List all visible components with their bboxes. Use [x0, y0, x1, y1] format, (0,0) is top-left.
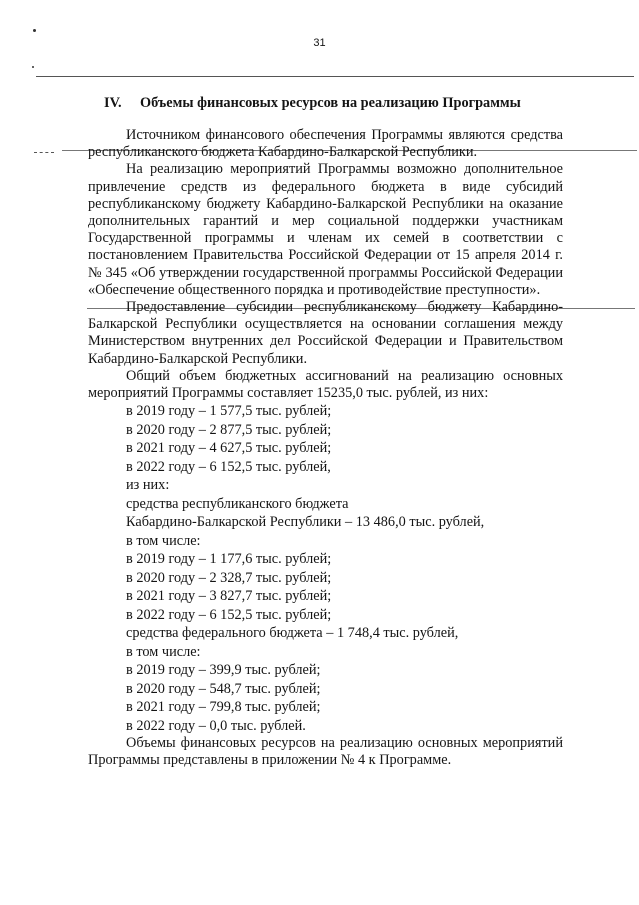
budget-line: в 2020 году – 548,7 тыс. рублей;: [126, 680, 321, 697]
budget-line: в 2022 году – 6 152,5 тыс. рублей;: [126, 606, 332, 623]
budget-line: из них:: [126, 477, 170, 494]
paragraph-subsidy-agreement: Предоставление субсидии республиканскому бюджету Кабардино-Балкарской Республики осуществляется на основании соглашения между Министерством внутренних дел Российской Федерации и Правительством Кабардино-Балкарской Республики.: [88, 299, 563, 367]
page-number: 31: [313, 37, 326, 49]
section-number: IV.: [104, 95, 122, 111]
budget-line: в 2020 году – 2 877,5 тыс. рублей;: [126, 421, 332, 438]
budget-line: средства федерального бюджета – 1 748,4 тыс. рублей,: [126, 625, 459, 642]
budget-line: в 2022 году – 6 152,5 тыс. рублей,: [126, 458, 331, 475]
section-title: Объемы финансовых ресурсов на реализацию Программы: [140, 95, 521, 111]
scan-line: [34, 152, 54, 153]
budget-line: средства республиканского бюджета: [126, 495, 349, 512]
budget-line: в том числе:: [126, 643, 201, 660]
section-heading: [104, 95, 574, 112]
scan-line: [36, 76, 634, 77]
document-body: [88, 127, 563, 770]
budget-line: в 2021 году – 799,8 тыс. рублей;: [126, 699, 321, 716]
budget-line: в 2019 году – 1 577,5 тыс. рублей;: [126, 403, 332, 420]
budget-line: в 2021 году – 4 627,5 тыс. рублей;: [126, 440, 332, 457]
paragraph-appendix-reference: Объемы финансовых ресурсов на реализацию основных мероприятий Программы представлены в приложении № 4 к Программе.: [88, 735, 563, 769]
paragraph-total-budget: Общий объем бюджетных ассигнований на реализацию основных мероприятий Программы составляет 15235,0 тыс. рублей, из них:: [88, 367, 563, 402]
budget-line: в 2020 году – 2 328,7 тыс. рублей;: [126, 569, 332, 586]
budget-line: в 2021 году – 3 827,7 тыс. рублей;: [126, 588, 332, 605]
budget-line: в 2022 году – 0,0 тыс. рублей.: [126, 717, 306, 734]
scan-speck: [32, 66, 34, 68]
budget-line: в 2019 году – 1 177,6 тыс. рублей;: [126, 551, 332, 568]
paragraph-federal-subsidies: На реализацию мероприятий Программы возможно дополнительное привлечение средств из федерального бюджета в виде субсидий республиканскому бюджету Кабардино-Балкарской Республики на оказание дополнительных гарантий и мер социальной поддержки участникам Государственной программы и членам их семей в соответствии с постановлением Правительства Российской Федерации от 15 апреля 2014 г. № 345 «Об утверждении государственной программы Российской Федерации «Обеспечение общественного порядка и противодействие преступности».: [88, 161, 563, 298]
paragraph-funding-source: Источником финансового обеспечения Программы являются средства республиканского бюджета Кабардино-Балкарской Республики.: [88, 127, 563, 161]
scan-speck: [33, 29, 36, 32]
budget-line: в том числе:: [126, 532, 201, 549]
budget-line: в 2019 году – 399,9 тыс. рублей;: [126, 662, 321, 679]
budget-line: Кабардино-Балкарской Республики – 13 486,0 тыс. рублей,: [126, 514, 485, 531]
